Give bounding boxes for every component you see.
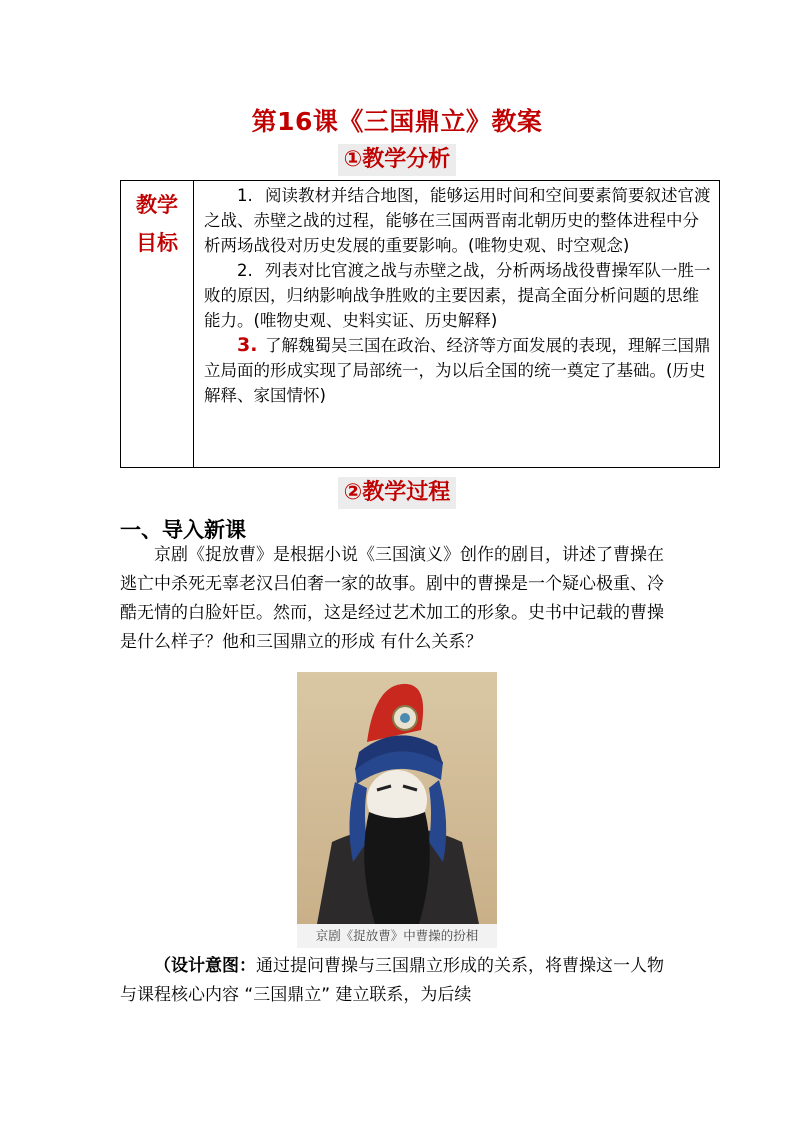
objectives-label-line1: 教学 — [136, 193, 178, 217]
objective-item — [204, 333, 713, 408]
objective-number: 2. — [237, 261, 253, 280]
objectives-content — [194, 181, 719, 467]
section-heading-process-text: ②教学过程 — [338, 477, 457, 509]
lesson-title: 第16课《三国鼎立》教案 — [251, 107, 543, 136]
objectives-label — [121, 181, 194, 467]
objectives-label-line2: 目标 — [136, 231, 178, 255]
objectives-table — [120, 180, 720, 468]
objective-text: 阅读教材并结合地图，能够运用时间和空间要素简要叙述官渡之战、赤壁之战的过程，能够在三国两晋南北朝历史的整体进程中分析两场战役对历史发展的重要影响。(唯物史观、时空观念) — [204, 186, 711, 255]
design-intent-paragraph — [120, 952, 665, 1010]
design-intent-label: （设计意图： — [154, 956, 256, 976]
objective-number: 1. — [237, 186, 253, 205]
opera-figure — [297, 672, 497, 948]
section-heading-analysis-text: ①教学分析 — [338, 144, 457, 176]
design-intent-text: 通过提问曹操与三国鼎立形成的关系，将曹操这一人物与课程核心内容 “三国鼎立” 建立联系，为后续 — [120, 956, 664, 1005]
section-heading-process — [0, 477, 794, 509]
part-heading: 一、导入新课 — [120, 518, 246, 542]
objective-item — [204, 258, 713, 333]
cao-cao-opera-portrait-image — [297, 672, 497, 924]
objective-text: 列表对比官渡之战与赤壁之战，分析两场战役曹操军队一胜一败的原因，归纳影响战争胜败的主要因素，提高全面分析问题的思维能力。(唯物史观、史料实证、历史解释) — [204, 261, 711, 330]
objective-item — [204, 183, 713, 258]
section-heading-analysis — [0, 144, 794, 176]
intro-paragraph: 京剧《捉放曹》是根据小说《三国演义》创作的剧目，讲述了曹操在逃亡中杀死无辜老汉吕伯奢一家的故事。剧中的曹操是一个疑心极重、冷酷无情的白脸奸臣。然而，这是经过艺术加工的形象。史书中记载的曹操是什么样子？他和三国鼎立的形成 有什么关系？ — [120, 545, 664, 652]
objective-number: 3. — [237, 334, 258, 356]
objective-text: 了解魏蜀吴三国在政治、经济等方面发展的表现，理解三国鼎立局面的形成实现了局部统一，为以后全国的统一奠定了基础。(历史解释、家国情怀) — [204, 336, 711, 405]
figure-caption: 京剧《捉放曹》中曹操的扮相 — [315, 928, 479, 943]
